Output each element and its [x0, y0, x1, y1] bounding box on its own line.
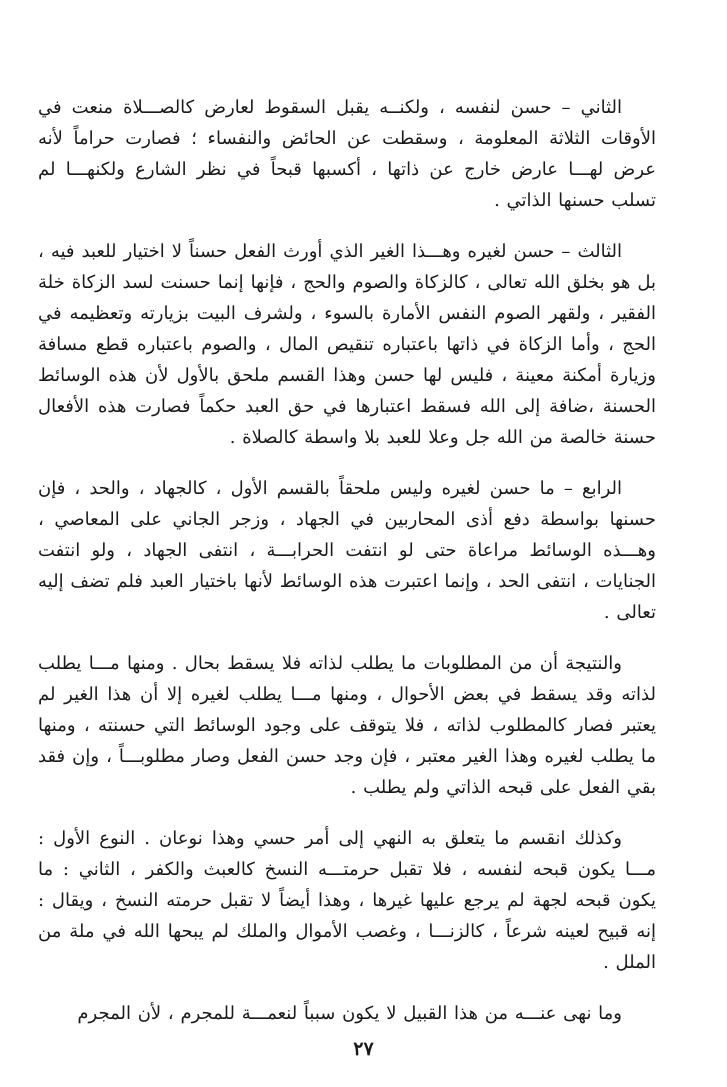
paragraph-second-type — [38, 92, 656, 216]
paragraph-conclusion — [38, 648, 656, 803]
paragraph-third-type — [38, 236, 656, 453]
paragraph-text: الثاني – حسن لنفسه ، ولكنــه يقبل السقوط لعارض كالصـــلاة منعت في الأوقات الثلاثة المعلومة ، وسقطت عن الحائض والنفساء ؛ فصارت حراماً لأنه عرض لهـــا عارض خارج عن ذاتها ، أكسبها قبحاً في نظر الشارع ولكنهـــا لم تسلب حسنها الذاتي . — [38, 97, 656, 211]
paragraph-text: والنتيجة أن من المطلوبات ما يطلب لذاته فلا يسقط بحال . ومنها مـــا يطلب لذاته وقد يسقط في بعض الأحوال ، ومنها مـــا يطلب لغيره إلا أن هذا الغير لم يعتبر فصار كالمطلوب لذاته ، فلا يتوقف على وجود الوسائط التي حسنته ، ومنها ما يطلب لغيره وهذا الغير معتبر ، فإن وجد حسن الفعل وصار مطلوبـــاً ، وإن فقد بقي الفعل على قبحه الذاتي ولم يطلب . — [38, 653, 656, 798]
page-number: ٢٧ — [353, 1038, 374, 1060]
paragraph-text: الثالث – حسن لغيره وهـــذا الغير الذي أورث الفعل حسناً لا اختيار للعبد فيه ، بل هو بخلق الله تعالى ، كالزكاة والصوم والحج ، فإنها إنما حسنت لسد الزكاة خلة الفقير ، ولقهر الصوم النفس الأمارة بالسوء ، ولشرف البيت بزيارته وتعظيمه في الحج ، وأما الزكاة في ذاتها باعتباره تنقيص المال ، والصوم باعتباره قطع مسافة وزيارة أمكنة معينة ، فليس لها حسن وهذا القسم ملحق بالأول لأن هذه الوسائط الحسنة ،ضافة إلى الله فسقط اعتبارها في حق العبد حكماً فصارت هذه الأفعال حسنة خالصة من الله جل وعلا للعبد بلا واسطة كالصلاة . — [38, 241, 656, 448]
paragraph-final — [38, 998, 656, 1029]
paragraph-text: وكذلك انقسم ما يتعلق به النهي إلى أمر حسي وهذا نوعان . النوع الأول : مـــا يكون قبحه لنفسه ، فلا تقبل حرمتـــه النسخ كالعبث والكفر ، الثاني : ما يكون قبحه لجهة لم يرجع عليها غيرها ، وهذا أيضاً لا تقبل حرمته النسخ ، ويقال : إنه قبيح لعينه شرعاً ، كالزنـــا ، وغصب الأموال والملك لم يبحها الله في ملة من الملل . — [38, 828, 656, 973]
page-body — [38, 92, 656, 1052]
paragraph-prohibition-types — [38, 823, 656, 978]
paragraph-text: وما نهى عنـــه من هذا القبيل لا يكون سبباً لنعمـــة للمجرم ، لأن المجرم — [77, 1003, 622, 1024]
paragraph-text: الرابع – ما حسن لغيره وليس ملحقاً بالقسم الأول ، كالجهاد ، والحد ، فإن حسنها بواسطة دفع أذى المحاربين في الجهاد ، وزجر الجاني على المعاصي ، وهـــذه الوسائط مراعاة حتى لو انتفت الحرابـــة ، انتفى الجهاد ، ولو انتفت الجنايات ، انتفى الحد ، وإنما اعتبرت هذه الوسائط لأنها باختيار العبد فلم تضف إليه تعالى . — [38, 478, 656, 623]
paragraph-fourth-type — [38, 473, 656, 628]
